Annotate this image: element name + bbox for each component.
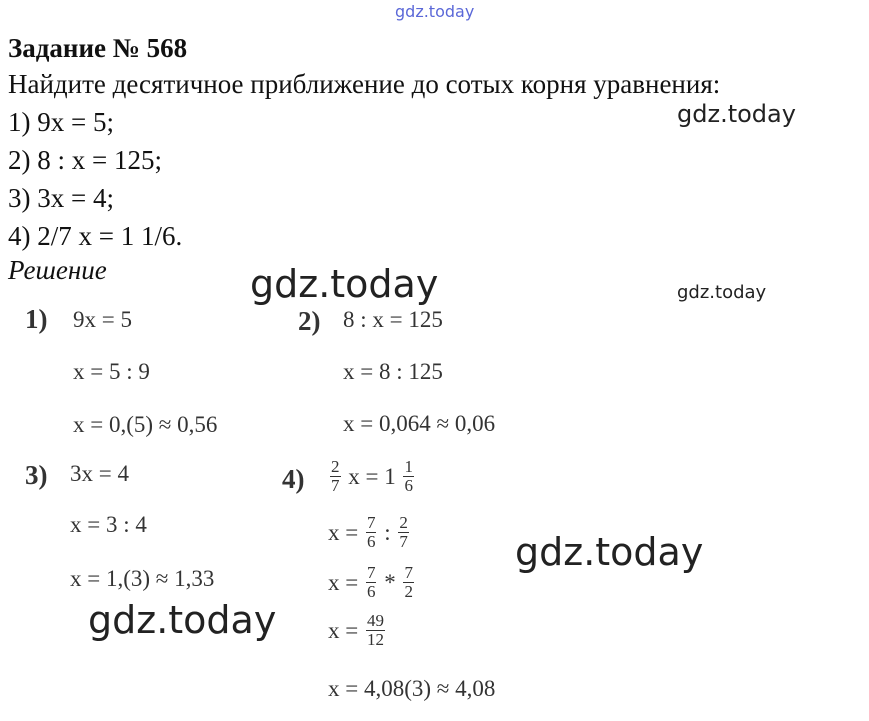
eq4-line1-mixed-numerator: 1 — [404, 457, 413, 476]
solution-label-3: 3) — [25, 460, 48, 490]
eq3-line-3: x = 1,(3) ≈ 1,33 — [70, 566, 215, 591]
eq4-line3-operator: * — [384, 569, 396, 595]
solution-label-4: 4) — [282, 464, 305, 494]
eq4-line3-lhs: x = — [328, 569, 359, 595]
eq4-line3-f1-denominator: 6 — [366, 582, 376, 601]
task-item-4: 4) 2/7 x = 1 1/6. — [8, 221, 183, 251]
eq4-line1-fraction-denominator: 7 — [331, 476, 340, 495]
watermark-right-2: gdz.today — [677, 282, 767, 303]
eq4-line4-lhs: x = — [328, 617, 359, 643]
eq1-line-3: x = 0,(5) ≈ 0,56 — [73, 412, 218, 437]
eq4-line1-fraction — [330, 458, 341, 495]
task-item-1: 1) 9x = 5; — [8, 107, 114, 137]
eq4-line1-mixed-denominator: 6 — [404, 476, 413, 495]
eq4-line2-f1-denominator: 6 — [366, 532, 376, 551]
eq3-line-1: 3x = 4 — [70, 461, 129, 486]
eq2-line-3: x = 0,064 ≈ 0,06 — [343, 411, 496, 436]
task-item-3: 3) 3x = 4; — [8, 183, 114, 213]
eq4-line1-fraction-numerator: 2 — [331, 457, 340, 476]
eq4-line2-operator: : — [384, 519, 391, 545]
eq4-line-5: x = 4,08(3) ≈ 4,08 — [328, 676, 496, 701]
eq3-line-2: x = 3 : 4 — [70, 512, 147, 537]
eq4-line-2 — [328, 513, 411, 553]
eq4-line1-middle: x = 1 — [348, 463, 396, 489]
eq4-line-3 — [328, 563, 416, 603]
task-title: Задание № 568 — [8, 33, 188, 63]
eq4-line3-f1-numerator: 7 — [366, 563, 376, 582]
eq4-line4-fraction — [366, 612, 385, 649]
eq4-line-4 — [328, 611, 387, 651]
solution-heading: Решение — [8, 255, 107, 285]
eq4-line2-fraction-2 — [398, 514, 409, 551]
eq2-line-2: x = 8 : 125 — [343, 359, 443, 384]
eq4-line3-f2-numerator: 7 — [404, 563, 413, 582]
watermark-top: gdz.today — [395, 2, 475, 21]
eq4-line4-numerator: 49 — [366, 611, 384, 630]
watermark-right-1: gdz.today — [677, 100, 796, 128]
eq1-line-1: 9x = 5 — [73, 307, 132, 332]
eq4-line2-fraction-1 — [366, 514, 377, 551]
eq4-line3-f2-denominator: 2 — [404, 582, 413, 601]
eq4-line3-fraction-1 — [366, 564, 377, 601]
watermark-center-1: gdz.today — [250, 262, 439, 306]
eq4-line1-mixed-fraction — [403, 458, 414, 495]
eq1-line-2: x = 5 : 9 — [73, 359, 150, 384]
eq4-line2-f1-numerator: 7 — [366, 513, 376, 532]
eq4-line2-f2-denominator: 7 — [399, 532, 408, 551]
solution-label-2: 2) — [298, 306, 321, 336]
task-item-2: 2) 8 : x = 125; — [8, 145, 162, 175]
eq4-line4-denominator: 12 — [366, 630, 384, 649]
eq4-line2-lhs: x = — [328, 519, 359, 545]
solution-label-1: 1) — [25, 304, 48, 334]
watermark-center-2: gdz.today — [515, 530, 704, 574]
eq4-line3-fraction-2 — [403, 564, 414, 601]
eq4-line-1 — [328, 457, 416, 497]
task-prompt: Найдите десятичное приближение до сотых корня уравнения: — [8, 69, 721, 99]
watermark-left-3: gdz.today — [88, 598, 277, 642]
eq4-line2-f2-numerator: 2 — [399, 513, 408, 532]
eq2-line-1: 8 : x = 125 — [343, 307, 443, 332]
